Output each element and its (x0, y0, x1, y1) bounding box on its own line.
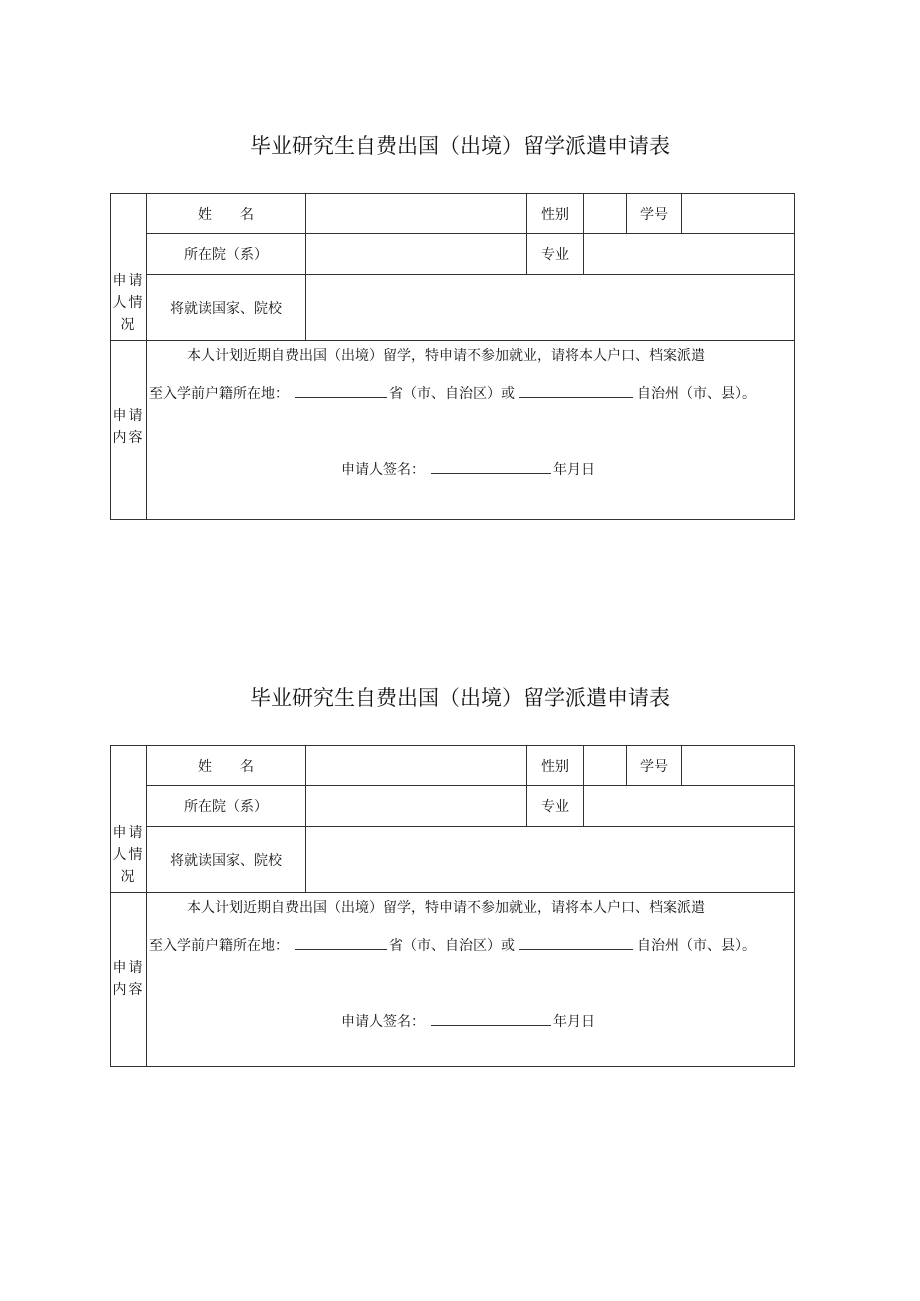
signature-blank[interactable] (431, 1011, 551, 1026)
prefecture-blank[interactable] (519, 383, 633, 398)
student-id-field[interactable] (682, 194, 795, 234)
province-suffix: 省（市、自治区）或 (389, 938, 515, 954)
department-label: 所在院（系） (147, 786, 306, 827)
date-label: 年月日 (553, 1014, 595, 1030)
prefecture-suffix: 自治州（市、县）。 (637, 938, 756, 954)
department-field[interactable] (306, 234, 527, 275)
destination-field[interactable] (306, 827, 795, 893)
content-section-label: 申请内容 (111, 893, 147, 1067)
application-table (110, 193, 795, 520)
province-suffix: 省（市、自治区）或 (389, 386, 515, 402)
gender-label: 性别 (527, 746, 584, 786)
content-section-label: 申请内容 (111, 341, 147, 520)
department-label: 所在院（系） (147, 234, 306, 275)
form-title: 毕业研究生自费出国（出境）留学派遣申请表 (250, 134, 670, 158)
name-label: 姓 名 (147, 746, 306, 786)
destination-label: 将就读国家、院校 (147, 827, 306, 893)
hukou-location-label: 至入学前户籍所在地： (149, 386, 289, 402)
signature-label: 申请人签名： (341, 1014, 425, 1030)
statement-line-1: 本人计划近期自费出国（出境）留学，特申请不参加就业，请将本人户口、档案派遣 (187, 900, 705, 916)
student-id-field[interactable] (682, 746, 795, 786)
form-title: 毕业研究生自费出国（出境）留学派遣申请表 (250, 686, 670, 710)
signature-line (341, 459, 595, 479)
student-id-label: 学号 (627, 746, 682, 786)
major-label: 专业 (527, 786, 584, 827)
major-label: 专业 (527, 234, 584, 275)
statement-line-1: 本人计划近期自费出国（出境）留学，特申请不参加就业，请将本人户口、档案派遣 (187, 348, 705, 364)
statement-line-2 (149, 383, 756, 403)
destination-label: 将就读国家、院校 (147, 275, 306, 341)
major-field[interactable] (584, 786, 795, 827)
department-field[interactable] (306, 786, 527, 827)
statement-line-2 (149, 935, 756, 955)
name-label: 姓 名 (147, 194, 306, 234)
application-content (147, 893, 795, 1067)
application-table (110, 745, 795, 1067)
province-blank[interactable] (295, 383, 387, 398)
gender-label: 性别 (527, 194, 584, 234)
prefecture-suffix: 自治州（市、县）。 (637, 386, 756, 402)
province-blank[interactable] (295, 935, 387, 950)
major-field[interactable] (584, 234, 795, 275)
applicant-section-label: 申请人情况 (111, 194, 147, 341)
student-id-label: 学号 (627, 194, 682, 234)
name-field[interactable] (306, 194, 527, 234)
destination-field[interactable] (306, 275, 795, 341)
signature-blank[interactable] (431, 459, 551, 474)
gender-field[interactable] (584, 746, 627, 786)
signature-line (341, 1011, 595, 1031)
hukou-location-label: 至入学前户籍所在地： (149, 938, 289, 954)
application-content (147, 341, 795, 520)
signature-label: 申请人签名： (341, 462, 425, 478)
applicant-section-label: 申请人情况 (111, 746, 147, 893)
gender-field[interactable] (584, 194, 627, 234)
prefecture-blank[interactable] (519, 935, 633, 950)
name-field[interactable] (306, 746, 527, 786)
date-label: 年月日 (553, 462, 595, 478)
